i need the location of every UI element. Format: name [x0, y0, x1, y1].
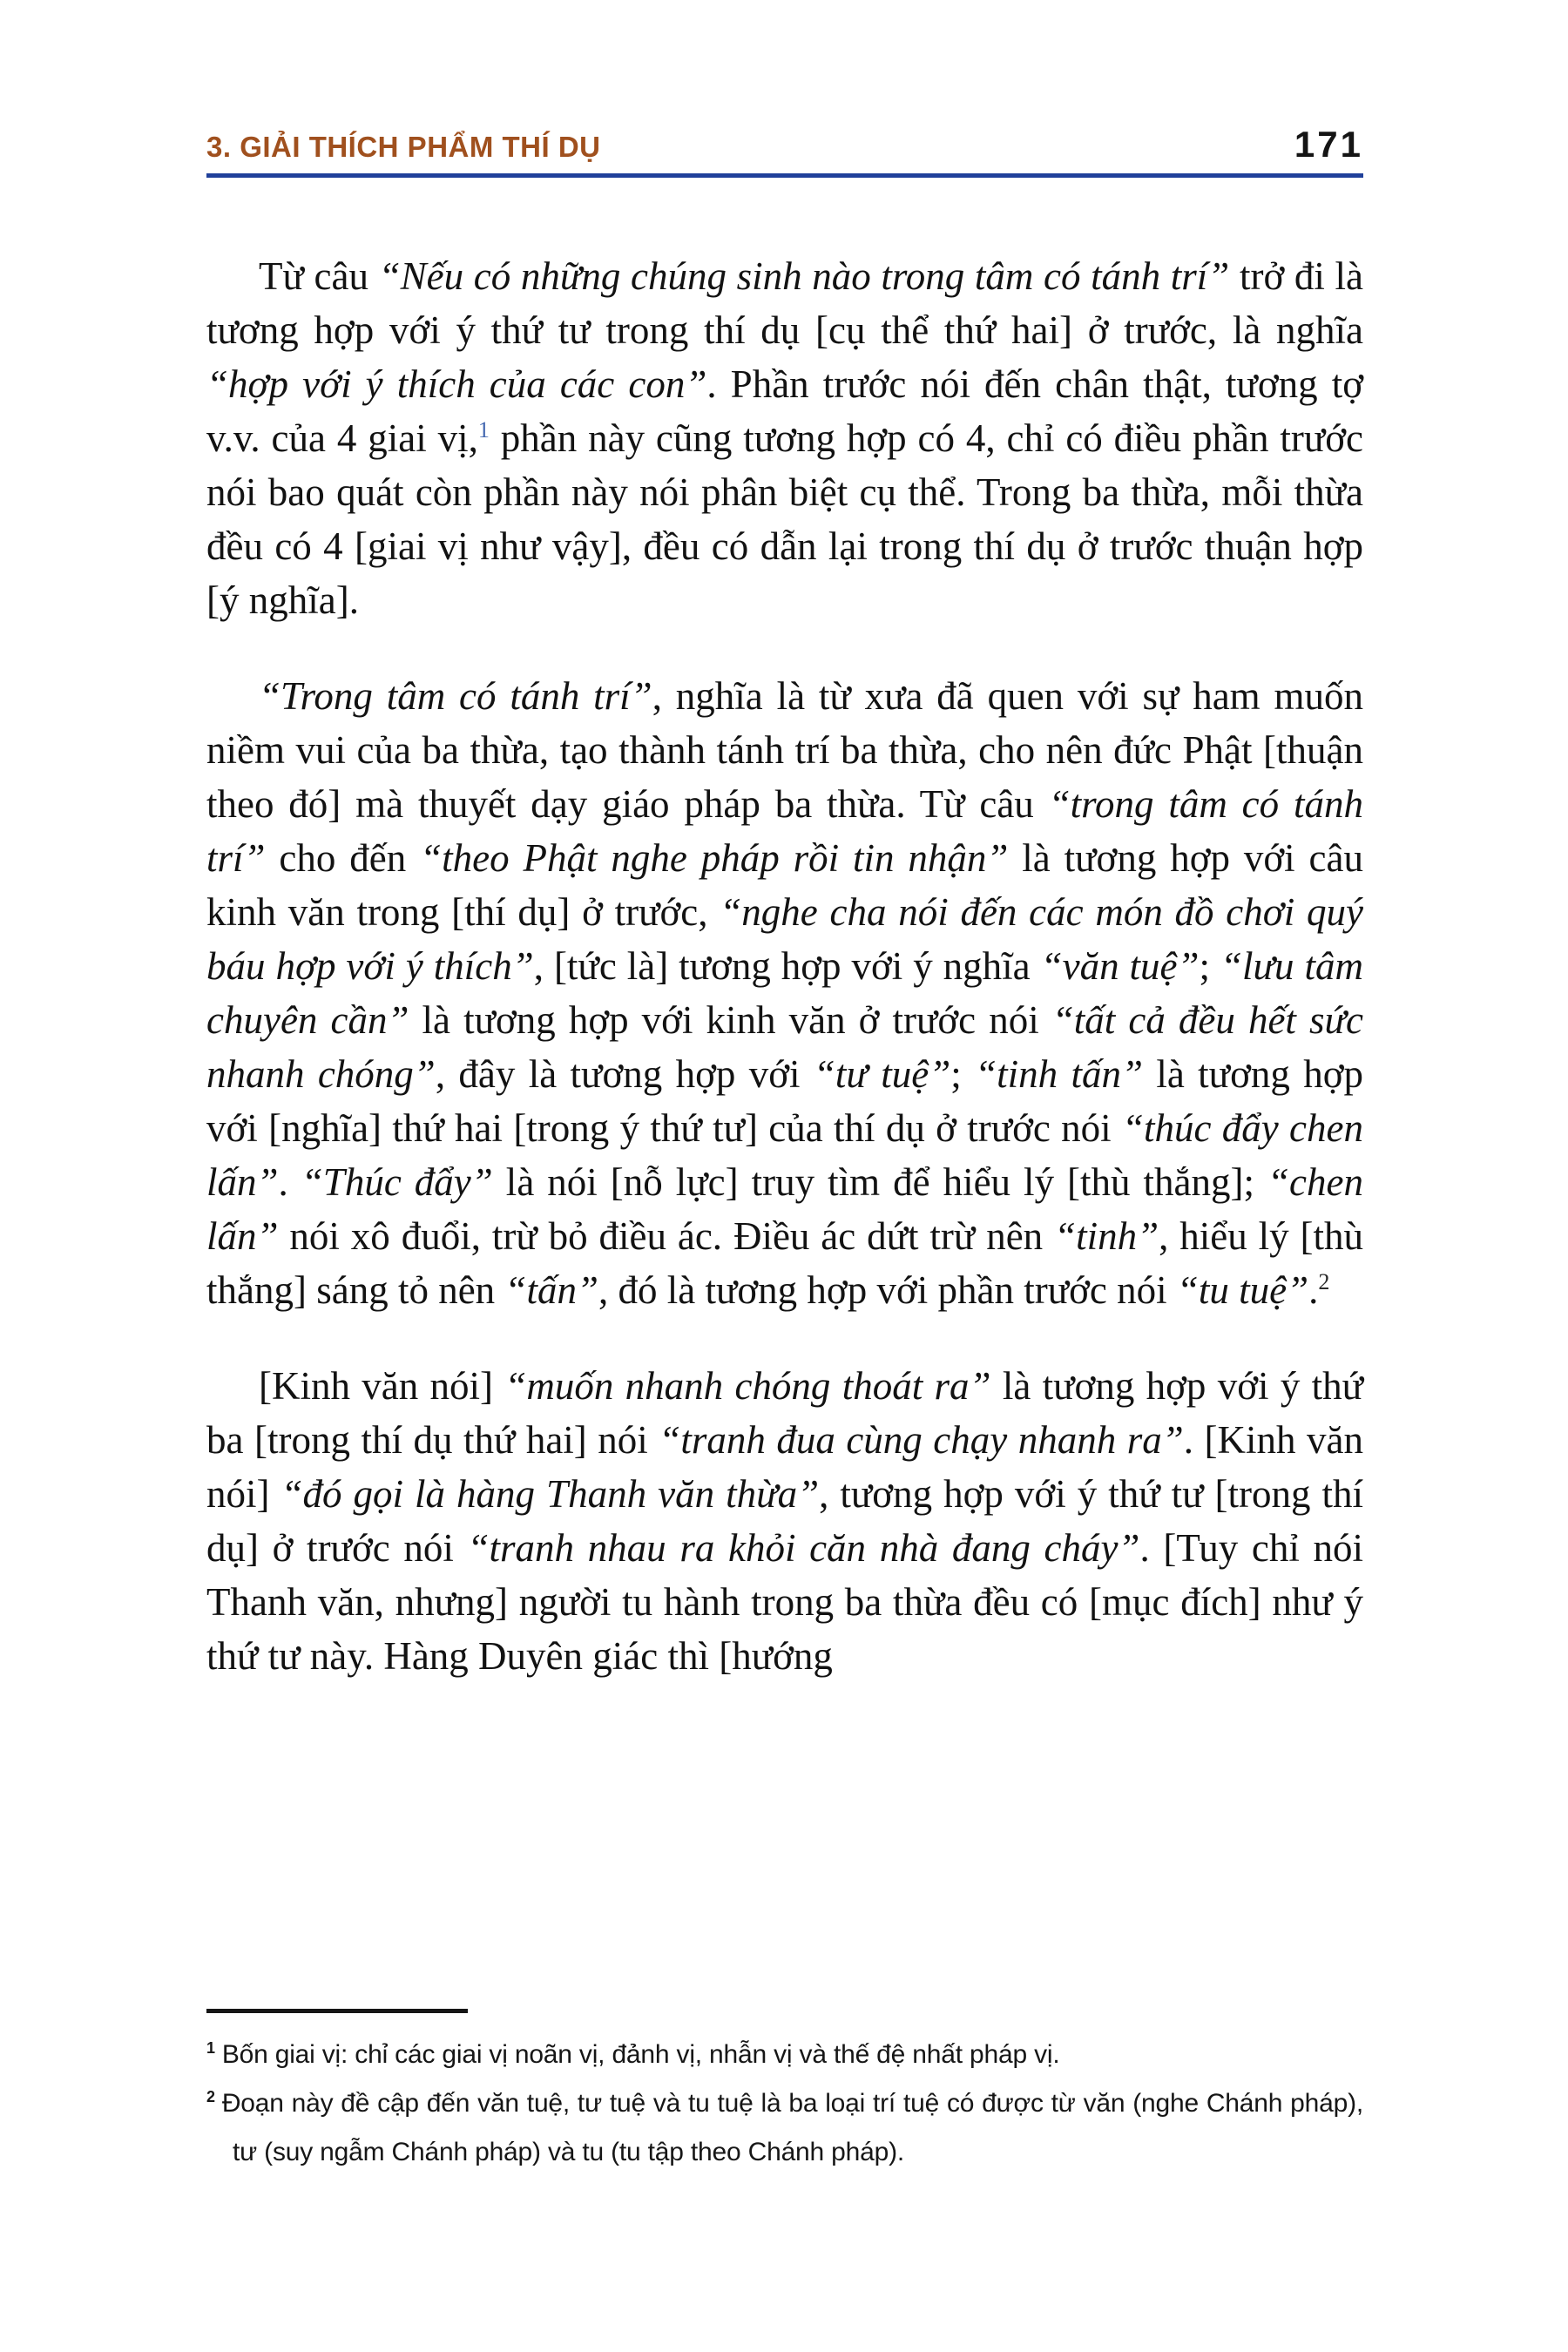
- body-text: [206, 249, 1363, 1725]
- header-rule: [206, 173, 1363, 178]
- page-header: [206, 124, 1363, 174]
- body-paragraph: Từ câu “Nếu có những chúng sinh nào trong tâm có tánh trí” trở đi là tương hợp với ý thứ tư trong thí dụ [cụ thể thứ hai] ở trước, là nghĩa “hợp với ý thích của các con”. Phần trước nói đến chân thật, tương tợ v.v. của 4 giai vị,$^1$ phần này cũng tương hợp có 4, chỉ có điều phần trước nói bao quát còn phần này nói phân biệt cụ thể. Trong ba thừa, mỗi thừa đều có 4 [giai vị như vậy], đều có dẫn lại trong thí dụ ở trước thuận hợp [ý nghĩa].: [206, 254, 1363, 622]
- body-paragraph: “Trong tâm có tánh trí”, nghĩa là từ xưa đã quen với sự ham muốn niềm vui của ba thừa, tạo thành tánh trí ba thừa, cho nên đức Phật [thuận theo đó] mà thuyết dạy giáo pháp ba thừa. Từ câu “trong tâm có tánh trí” cho đến “theo Phật nghe pháp rồi tin nhận” là tương hợp với câu kinh văn trong [thí dụ] ở trước, “nghe cha nói đến các món đồ chơi quý báu hợp với ý thích”, [tức là] tương hợp với ý nghĩa “văn tuệ”; “lưu tâm chuyên cần” là tương hợp với kinh văn ở trước nói “tất cả đều hết sức nhanh chóng”, đây là tương hợp với “tư tuệ”; “tinh tấn” là tương hợp với [nghĩa] thứ hai [trong ý thứ tư] của thí dụ ở trước nói “thúc đẩy chen lấn”. “Thúc đẩy” là nói [nỗ lực] truy tìm để hiểu lý [thù thắng]; “chen lấn” nói xô đuổi, trừ bỏ điều ác. Điều ác dứt trừ nên “tinh”, hiểu lý [thù thắng] sáng tỏ nên “tấn”, đó là tương hợp với phần trước nói “tu tuệ”.$^2$: [206, 674, 1364, 1312]
- footnote-2-text: Đoạn này đề cập đến văn tuệ, tư tuệ và tu tuệ là ba loại trí tuệ có được từ văn (nghe Chánh pháp), tư (suy ngẫm Chánh pháp) và tu (tu tập theo Chánh pháp).: [221, 2089, 1363, 2166]
- footnote-2-marker: 2: [206, 2088, 215, 2105]
- footnote-ref: 2: [1318, 1269, 1330, 1294]
- footnotes-section: [206, 2009, 1363, 2177]
- footnote-2: [206, 2079, 1363, 2177]
- footnote-1-text: Bốn giai vị: chỉ các giai vị noãn vị, đảnh vị, nhẫn vị và thế đệ nhất pháp vị.: [221, 2040, 1060, 2069]
- body-paragraph: [Kinh văn nói] “muốn nhanh chóng thoát ra” là tương hợp với ý thứ ba [trong thí dụ thứ hai] nói “tranh đua cùng chạy nhanh ra”. [Kinh văn nói] “đó gọi là hàng Thanh văn thừa”, tương hợp với ý thứ tư [trong thí dụ] ở trước nói “tranh nhau ra khỏi căn nhà đang cháy”. [Tuy chỉ nói Thanh văn, nhưng] người tu hành trong ba thừa đều có [mục đích] như ý thứ tư này. Hàng Duyên giác thì [hướng: [206, 1364, 1364, 1678]
- footnote-ref: 1: [477, 417, 490, 443]
- footnote-1: [206, 2031, 1363, 2079]
- footnote-1-marker: 1: [206, 2039, 215, 2057]
- page-number: 171: [1294, 124, 1363, 165]
- footnote-separator-rule: [206, 2009, 468, 2013]
- section-title: 3. GIẢI THÍCH PHẨM THÍ DỤ: [206, 131, 601, 163]
